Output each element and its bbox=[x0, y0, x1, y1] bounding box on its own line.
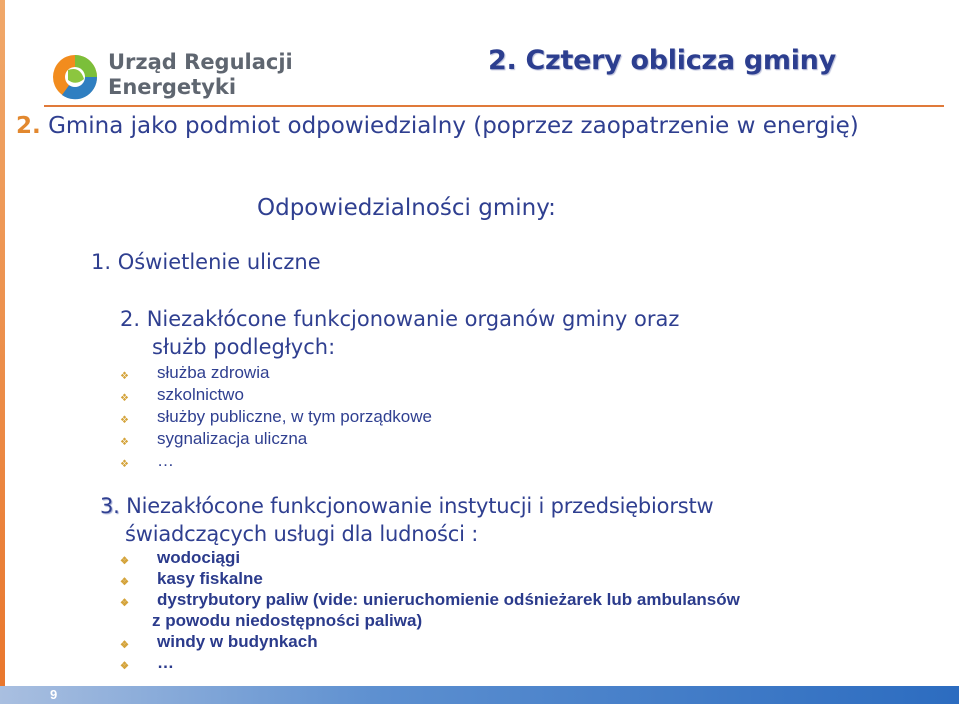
list-item: ❖ służba zdrowia bbox=[120, 362, 432, 384]
item-2-line-1: 2. Niezakłócone funkcjonowanie organów gminy oraz bbox=[120, 307, 680, 331]
item-3-number: 3. bbox=[100, 494, 120, 518]
list-item: ❖ … bbox=[120, 652, 740, 673]
list-item: ❖ wodociągi bbox=[120, 547, 740, 568]
slide-title: 2. Cztery oblicza gminy bbox=[488, 45, 836, 76]
item-3-line-1: Niezakłócone funkcjonowanie instytucji i przedsiębiorstw bbox=[126, 494, 714, 518]
diamond-bullet-icon: ❖ bbox=[120, 415, 129, 426]
list-item: ❖ kasy fiskalne bbox=[120, 568, 740, 589]
diamond-bullet-icon: ❖ bbox=[120, 577, 129, 588]
item-3-line-2: świadczących usługi dla ludności : bbox=[125, 522, 479, 546]
list-item-continuation: z powodu niedostępności paliwa) bbox=[152, 611, 423, 630]
diamond-bullet-icon: ❖ bbox=[120, 459, 129, 470]
diamond-bullet-icon: ❖ bbox=[120, 640, 129, 651]
section-heading bbox=[16, 110, 946, 142]
list-item: ❖ szkolnictwo bbox=[120, 384, 432, 406]
item-3 bbox=[100, 492, 900, 548]
diamond-bullet-icon: ❖ bbox=[120, 437, 129, 448]
diamond-bullet-icon: ❖ bbox=[120, 371, 129, 382]
list-item: ❖ dystrybutory paliw (vide: unieruchomienie odśnieżarek lub ambulansów bbox=[120, 589, 740, 610]
list-item: ❖ … bbox=[120, 450, 432, 472]
footer-bar bbox=[0, 686, 959, 704]
heading-text: Gmina jako podmiot odpowiedzialny (poprzez zaopatrzenie w energię) bbox=[48, 113, 859, 139]
page-number: 9 bbox=[50, 687, 58, 702]
logo-line-1: Urząd Regulacji bbox=[108, 50, 293, 74]
left-accent-bar bbox=[0, 0, 5, 700]
item-2-line-2: służb podległych: bbox=[152, 335, 336, 359]
list-1 bbox=[120, 362, 432, 472]
logo-line-2: Energetyki bbox=[108, 75, 237, 99]
logo-text bbox=[108, 50, 293, 100]
list-item: ❖ windy w budynkach bbox=[120, 631, 740, 652]
list-item: ❖ sygnalizacja uliczna bbox=[120, 428, 432, 450]
list-2 bbox=[120, 547, 740, 673]
item-1: 1. Oświetlenie uliczne bbox=[91, 250, 321, 274]
title-divider bbox=[44, 105, 944, 107]
list-item: ❖ służby publiczne, w tym porządkowe bbox=[120, 406, 432, 428]
diamond-bullet-icon: ❖ bbox=[120, 661, 129, 672]
item-2 bbox=[120, 305, 880, 361]
diamond-bullet-icon: ❖ bbox=[120, 393, 129, 404]
diamond-bullet-icon: ❖ bbox=[120, 598, 129, 609]
heading-number: 2. bbox=[16, 113, 41, 139]
diamond-bullet-icon: ❖ bbox=[120, 556, 129, 567]
subheading: Odpowiedzialności gminy: bbox=[257, 195, 556, 221]
